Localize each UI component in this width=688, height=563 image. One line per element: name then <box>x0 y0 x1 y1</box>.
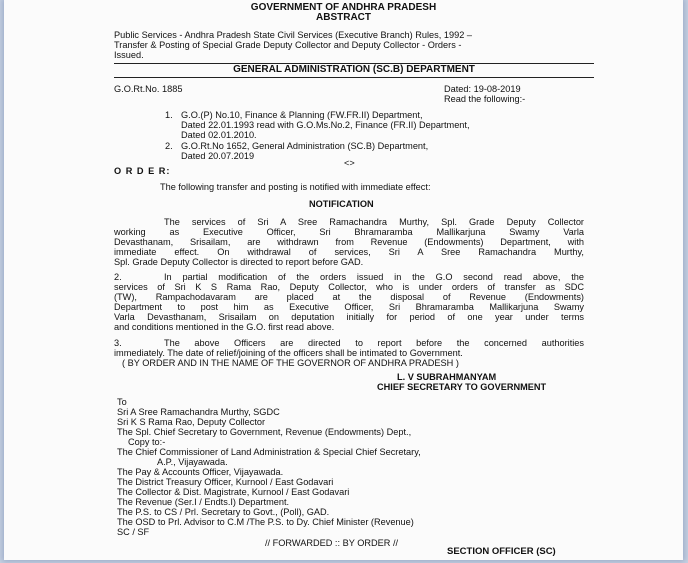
para2-line-3: (TW), Rampachodavaram are placed at the disposal of Revenue (Endowments) <box>114 292 584 302</box>
forwarded-line: // FORWARDED :: BY ORDER // <box>265 538 399 548</box>
reference-1-line-1: G.O.(P) No.10, Finance & Planning (FW.FR.II) Department, <box>181 110 423 120</box>
divider-bottom <box>114 77 594 78</box>
para2-line-1: In partial modification of the orders issued in the G.O second read above, the <box>164 272 584 282</box>
copy-to-4: The District Treasury Officer, Kurnool / East Godavari <box>117 477 334 487</box>
para1-line-1: The services of Sri A Sree Ramachandra Murthy, Spl. Grade Deputy Collector <box>164 217 584 227</box>
abstract-heading: ABSTRACT <box>316 12 371 23</box>
recipient-3: The Spl. Chief Secretary to Government, Revenue (Endowments) Dept., <box>117 427 412 437</box>
reference-2-line-2: Dated 20.07.2019 <box>181 151 255 161</box>
copy-to-9: SC / SF <box>117 527 150 537</box>
para2-line-5: Varla Devasthanam, Srisailam on deputation initially for period of one year under terms <box>114 312 584 322</box>
para3-line-2: immediately. The date of relief/joining of the officers shall be intimated to Government. <box>114 348 463 358</box>
reference-2-line-1: G.O.Rt.No 1652, General Administration (SC.B) Department, <box>181 141 429 151</box>
reference-1-line-2: Dated 22.01.1993 read with G.O.Ms.No.2, Finance (FR.II) Department, <box>181 120 470 130</box>
copy-to-8: The OSD to Prl. Advisor to C.M /The P.S. to Dy. Chief Minister (Revenue) <box>117 517 414 527</box>
para1-line-2: working as Executive Officer, Sri Bhramaramba Mallikarjuna Swamy Varla <box>114 227 584 237</box>
subject-line-3: Issued. <box>114 50 144 60</box>
reference-1-line-3: Dated 02.01.2010. <box>181 130 257 140</box>
para2-line-2: services of Sri K S Rama Rao, Deputy Collector, who is under orders of transfer as SDC <box>114 282 584 292</box>
copy-to-3: The Pay & Accounts Officer, Vijayawada. <box>117 467 284 477</box>
copy-to-6: The Revenue (Ser.I / Endts.I) Department. <box>117 497 290 507</box>
copy-to-label: Copy to:- <box>128 437 166 447</box>
notification-heading: NOTIFICATION <box>309 199 374 209</box>
read-following: Read the following:- <box>444 94 526 104</box>
section-officer: SECTION OFFICER (SC) <box>447 546 556 557</box>
signatory-title: CHIEF SECRETARY TO GOVERNMENT <box>377 382 547 392</box>
para1-line-5: Spl. Grade Deputy Collector is directed to report before GAD. <box>114 257 364 267</box>
reference-2-number: 2. <box>165 141 173 151</box>
department-heading: GENERAL ADMINISTRATION (SC.B) DEPARTMENT <box>233 64 475 75</box>
separator-mark: <> <box>344 158 355 168</box>
copy-to-5: The Collector & Dist. Magistrate, Kurnool / East Godavari <box>117 487 350 497</box>
government-heading: GOVERNMENT OF ANDHRA PRADESH <box>250 2 437 13</box>
recipient-2: Sri K S Rama Rao, Deputy Collector <box>117 417 266 427</box>
governor-order-line: ( BY ORDER AND IN THE NAME OF THE GOVERNOR OF ANDHRA PRADESH ) <box>122 358 459 368</box>
recipient-1: Sri A Sree Ramachandra Murthy, SGDC <box>117 407 280 417</box>
go-number: G.O.Rt.No. 1885 <box>114 84 183 94</box>
reference-1-number: 1. <box>165 110 173 120</box>
para1-line-3: Devasthanam, Srisailam, are withdrawn from Revenue (Endowments) Department, with <box>114 237 584 247</box>
copy-to-1: The Chief Commissioner of Land Administration & Special Chief Secretary, <box>117 447 421 457</box>
copy-to-7: The P.S. to CS / Prl. Secretary to Govt., (Poll), GAD. <box>117 507 330 517</box>
subject-line-1: Public Services - Andhra Pradesh State Civil Services (Executive Branch) Rules, 1992 – <box>114 30 472 40</box>
subject-line-2: Transfer & Posting of Special Grade Deputy Collector and Deputy Collector - Orders - <box>114 40 462 50</box>
para2-number: 2. <box>114 272 122 282</box>
go-date: Dated: 19-08-2019 <box>444 84 521 94</box>
order-intro: The following transfer and posting is notified with immediate effect: <box>160 182 431 192</box>
para2-line-6: and conditions mentioned in the G.O. first read above. <box>114 322 335 332</box>
signatory-name: L. V SUBRAHMANYAM <box>397 372 497 382</box>
para3-number: 3. <box>114 338 122 348</box>
para3-line-1: The above Officers are directed to report before the concerned authorities <box>164 338 584 348</box>
copy-to-2: A.P., Vijayawada. <box>157 457 228 467</box>
order-heading: O R D E R: <box>114 166 171 176</box>
para1-line-4: immediate effect. On withdrawal of services, Sri A Sree Ramachandra Murthy, <box>114 247 584 257</box>
document-frame <box>4 0 683 560</box>
to-label: To <box>117 397 127 407</box>
para2-line-4: Department to post him as Executive Officer, Sri Bhramaramba Mallikarjuna Swamy <box>114 302 584 312</box>
